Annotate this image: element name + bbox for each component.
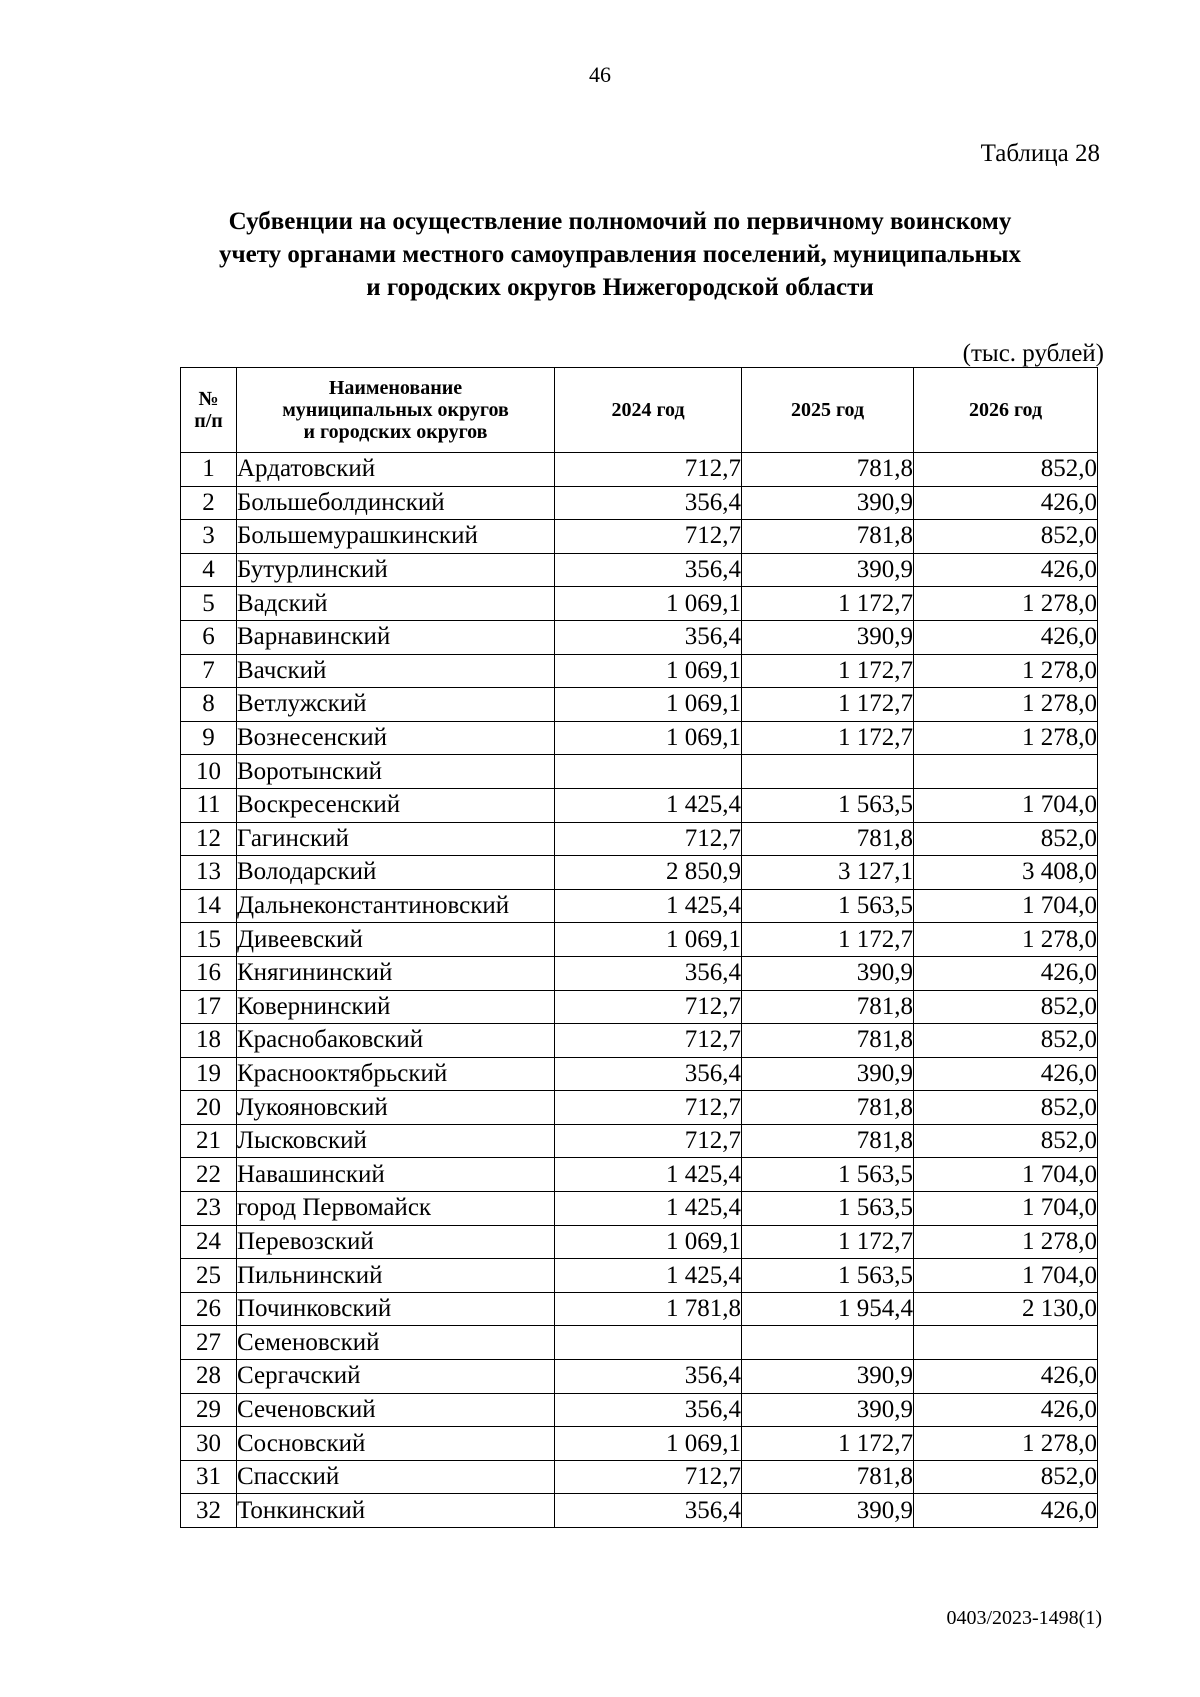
value-2025: 781,8 — [742, 1460, 914, 1494]
table-row — [181, 1057, 1098, 1091]
row-number: 5 — [181, 587, 237, 621]
value-2026: 426,0 — [914, 1057, 1098, 1091]
value-2025: 781,8 — [742, 1091, 914, 1125]
value-2024 — [555, 755, 742, 789]
row-number: 27 — [181, 1326, 237, 1360]
value-2024: 712,7 — [555, 1124, 742, 1158]
value-2026: 1 278,0 — [914, 654, 1098, 688]
value-2025: 1 172,7 — [742, 1427, 914, 1461]
value-2026: 1 704,0 — [914, 1259, 1098, 1293]
value-2024: 356,4 — [555, 553, 742, 587]
row-number: 10 — [181, 755, 237, 789]
value-2025: 390,9 — [742, 1360, 914, 1394]
value-2025: 1 563,5 — [742, 1259, 914, 1293]
value-2024: 1 069,1 — [555, 1427, 742, 1461]
row-number: 32 — [181, 1494, 237, 1528]
value-2024: 712,7 — [555, 822, 742, 856]
value-2025: 1 563,5 — [742, 788, 914, 822]
header-2025: 2025 год — [742, 368, 914, 453]
value-2026: 426,0 — [914, 956, 1098, 990]
district-name: Перевозский — [237, 1225, 555, 1259]
table-row — [181, 1225, 1098, 1259]
district-name: Ардатовский — [237, 453, 555, 487]
row-number: 25 — [181, 1259, 237, 1293]
value-2024: 1 425,4 — [555, 1158, 742, 1192]
table-row — [181, 856, 1098, 890]
value-2026: 1 278,0 — [914, 721, 1098, 755]
row-number: 31 — [181, 1460, 237, 1494]
value-2025: 1 563,5 — [742, 889, 914, 923]
row-number: 4 — [181, 553, 237, 587]
value-2024: 712,7 — [555, 1091, 742, 1125]
value-2025: 1 563,5 — [742, 1158, 914, 1192]
document-title — [150, 205, 1090, 304]
district-name: Воротынский — [237, 755, 555, 789]
table-row — [181, 956, 1098, 990]
header-2026: 2026 год — [914, 368, 1098, 453]
page-number: 46 — [589, 62, 611, 87]
value-2024: 1 069,1 — [555, 923, 742, 957]
header-2024: 2024 год — [555, 368, 742, 453]
value-2026: 852,0 — [914, 822, 1098, 856]
value-2024: 712,7 — [555, 990, 742, 1024]
district-name: Бутурлинский — [237, 553, 555, 587]
table-label: Таблица 28 — [980, 140, 1100, 167]
table-row — [181, 1158, 1098, 1192]
value-2025: 1 172,7 — [742, 1225, 914, 1259]
value-2025 — [742, 1326, 914, 1360]
value-2026: 1 278,0 — [914, 1427, 1098, 1461]
table-row — [181, 755, 1098, 789]
value-2024: 2 850,9 — [555, 856, 742, 890]
value-2025: 3 127,1 — [742, 856, 914, 890]
row-number: 23 — [181, 1192, 237, 1226]
table-row — [181, 1393, 1098, 1427]
value-2024: 1 781,8 — [555, 1292, 742, 1326]
value-2024: 712,7 — [555, 1024, 742, 1058]
row-number: 7 — [181, 654, 237, 688]
table-row — [181, 1460, 1098, 1494]
district-name: Краснооктябрьский — [237, 1057, 555, 1091]
table-row — [181, 486, 1098, 520]
value-2024: 1 425,4 — [555, 889, 742, 923]
value-2026: 852,0 — [914, 990, 1098, 1024]
value-2024: 1 425,4 — [555, 788, 742, 822]
table-row — [181, 1427, 1098, 1461]
row-number: 19 — [181, 1057, 237, 1091]
district-name: Вознесенский — [237, 721, 555, 755]
table-header-row — [181, 368, 1098, 453]
value-2026 — [914, 1326, 1098, 1360]
table-row — [181, 923, 1098, 957]
table-row — [181, 822, 1098, 856]
value-2025: 390,9 — [742, 1057, 914, 1091]
value-2025: 1 172,7 — [742, 923, 914, 957]
district-name: Семеновский — [237, 1326, 555, 1360]
title-line: учету органами местного самоуправления поселений, муниципальных — [219, 241, 1021, 268]
table-body — [181, 453, 1098, 1528]
value-2026: 852,0 — [914, 1024, 1098, 1058]
value-2025: 781,8 — [742, 520, 914, 554]
row-number: 22 — [181, 1158, 237, 1192]
value-2024: 712,7 — [555, 453, 742, 487]
value-2024: 712,7 — [555, 520, 742, 554]
value-2024: 356,4 — [555, 1494, 742, 1528]
value-2024: 356,4 — [555, 1057, 742, 1091]
table-row — [181, 1292, 1098, 1326]
table-row — [181, 587, 1098, 621]
value-2026: 1 704,0 — [914, 1192, 1098, 1226]
table-row — [181, 620, 1098, 654]
row-number: 20 — [181, 1091, 237, 1125]
district-name: Воскресенский — [237, 788, 555, 822]
table-row — [181, 1259, 1098, 1293]
value-2025: 781,8 — [742, 990, 914, 1024]
value-2026: 1 704,0 — [914, 1158, 1098, 1192]
row-number: 1 — [181, 453, 237, 487]
district-name: Сеченовский — [237, 1393, 555, 1427]
value-2026: 1 704,0 — [914, 889, 1098, 923]
row-number: 21 — [181, 1124, 237, 1158]
district-name: Ковернинский — [237, 990, 555, 1024]
units-label: (тыс. рублей) — [962, 340, 1104, 367]
header-num: № п/п — [181, 368, 237, 453]
value-2026: 426,0 — [914, 1494, 1098, 1528]
district-name: Дальнеконстантиновский — [237, 889, 555, 923]
table-row — [181, 1494, 1098, 1528]
value-2025: 390,9 — [742, 1393, 914, 1427]
row-number: 16 — [181, 956, 237, 990]
table-row — [181, 1192, 1098, 1226]
value-2024: 1 069,1 — [555, 688, 742, 722]
district-name: Дивеевский — [237, 923, 555, 957]
district-name: Спасский — [237, 1460, 555, 1494]
value-2024: 356,4 — [555, 620, 742, 654]
row-number: 30 — [181, 1427, 237, 1461]
value-2025: 390,9 — [742, 486, 914, 520]
row-number: 14 — [181, 889, 237, 923]
district-name: Вачский — [237, 654, 555, 688]
value-2026: 1 278,0 — [914, 1225, 1098, 1259]
district-name: Володарский — [237, 856, 555, 890]
row-number: 8 — [181, 688, 237, 722]
value-2025: 1 954,4 — [742, 1292, 914, 1326]
table-row — [181, 1360, 1098, 1394]
value-2024: 356,4 — [555, 486, 742, 520]
value-2026: 852,0 — [914, 520, 1098, 554]
value-2025: 1 563,5 — [742, 1192, 914, 1226]
table-row — [181, 1091, 1098, 1125]
table-row — [181, 688, 1098, 722]
table-row — [181, 654, 1098, 688]
value-2024: 712,7 — [555, 1460, 742, 1494]
district-name: Пильнинский — [237, 1259, 555, 1293]
value-2024: 1 069,1 — [555, 654, 742, 688]
value-2025: 1 172,7 — [742, 688, 914, 722]
table-row — [181, 889, 1098, 923]
value-2024: 356,4 — [555, 1360, 742, 1394]
row-number: 18 — [181, 1024, 237, 1058]
value-2025: 1 172,7 — [742, 721, 914, 755]
row-number: 24 — [181, 1225, 237, 1259]
value-2026: 426,0 — [914, 620, 1098, 654]
row-number: 13 — [181, 856, 237, 890]
value-2026: 2 130,0 — [914, 1292, 1098, 1326]
district-name: Варнавинский — [237, 620, 555, 654]
row-number: 6 — [181, 620, 237, 654]
value-2025: 1 172,7 — [742, 587, 914, 621]
district-name: Тонкинский — [237, 1494, 555, 1528]
value-2026 — [914, 755, 1098, 789]
title-line: Субвенции на осуществление полномочий по первичному воинскому — [228, 208, 1012, 235]
row-number: 17 — [181, 990, 237, 1024]
value-2026: 852,0 — [914, 453, 1098, 487]
table-row — [181, 788, 1098, 822]
value-2025 — [742, 755, 914, 789]
value-2025: 390,9 — [742, 620, 914, 654]
district-name: Большеболдинский — [237, 486, 555, 520]
header-name: Наименование муниципальных округов и городских округов — [237, 368, 555, 453]
district-name: Сосновский — [237, 1427, 555, 1461]
table-row — [181, 990, 1098, 1024]
value-2024: 1 069,1 — [555, 587, 742, 621]
row-number: 29 — [181, 1393, 237, 1427]
value-2026: 1 278,0 — [914, 923, 1098, 957]
value-2025: 390,9 — [742, 956, 914, 990]
value-2026: 1 704,0 — [914, 788, 1098, 822]
value-2025: 1 172,7 — [742, 654, 914, 688]
value-2025: 781,8 — [742, 1124, 914, 1158]
value-2024: 356,4 — [555, 956, 742, 990]
row-number: 28 — [181, 1360, 237, 1394]
table-row — [181, 453, 1098, 487]
document-code: 0403/2023-1498(1) — [946, 1607, 1102, 1629]
table-row — [181, 1024, 1098, 1058]
table-row — [181, 1124, 1098, 1158]
value-2026: 1 278,0 — [914, 587, 1098, 621]
row-number: 12 — [181, 822, 237, 856]
value-2025: 390,9 — [742, 553, 914, 587]
subventions-table — [180, 367, 1098, 1528]
table-row — [181, 1326, 1098, 1360]
district-name: Починковский — [237, 1292, 555, 1326]
row-number: 11 — [181, 788, 237, 822]
value-2025: 781,8 — [742, 822, 914, 856]
title-line: и городских округов Нижегородской области — [366, 274, 874, 301]
value-2024: 1 425,4 — [555, 1259, 742, 1293]
district-name: Княгининский — [237, 956, 555, 990]
table-row — [181, 721, 1098, 755]
row-number: 15 — [181, 923, 237, 957]
value-2026: 426,0 — [914, 1360, 1098, 1394]
value-2026: 852,0 — [914, 1124, 1098, 1158]
row-number: 3 — [181, 520, 237, 554]
value-2026: 852,0 — [914, 1460, 1098, 1494]
value-2024: 1 425,4 — [555, 1192, 742, 1226]
value-2024: 1 069,1 — [555, 721, 742, 755]
table-row — [181, 520, 1098, 554]
district-name: Сергачский — [237, 1360, 555, 1394]
value-2026: 426,0 — [914, 1393, 1098, 1427]
value-2025: 781,8 — [742, 1024, 914, 1058]
district-name: Навашинский — [237, 1158, 555, 1192]
value-2024: 1 069,1 — [555, 1225, 742, 1259]
value-2025: 781,8 — [742, 453, 914, 487]
value-2026: 426,0 — [914, 553, 1098, 587]
district-name: Краснобаковский — [237, 1024, 555, 1058]
value-2026: 852,0 — [914, 1091, 1098, 1125]
district-name: Большемурашкинский — [237, 520, 555, 554]
value-2024 — [555, 1326, 742, 1360]
district-name: Лысковский — [237, 1124, 555, 1158]
value-2026: 426,0 — [914, 486, 1098, 520]
value-2025: 390,9 — [742, 1494, 914, 1528]
value-2026: 1 278,0 — [914, 688, 1098, 722]
district-name: город Первомайск — [237, 1192, 555, 1226]
district-name: Гагинский — [237, 822, 555, 856]
value-2024: 356,4 — [555, 1393, 742, 1427]
value-2026: 3 408,0 — [914, 856, 1098, 890]
row-number: 2 — [181, 486, 237, 520]
district-name: Ветлужский — [237, 688, 555, 722]
row-number: 26 — [181, 1292, 237, 1326]
row-number: 9 — [181, 721, 237, 755]
district-name: Лукояновский — [237, 1091, 555, 1125]
table-row — [181, 553, 1098, 587]
district-name: Вадский — [237, 587, 555, 621]
